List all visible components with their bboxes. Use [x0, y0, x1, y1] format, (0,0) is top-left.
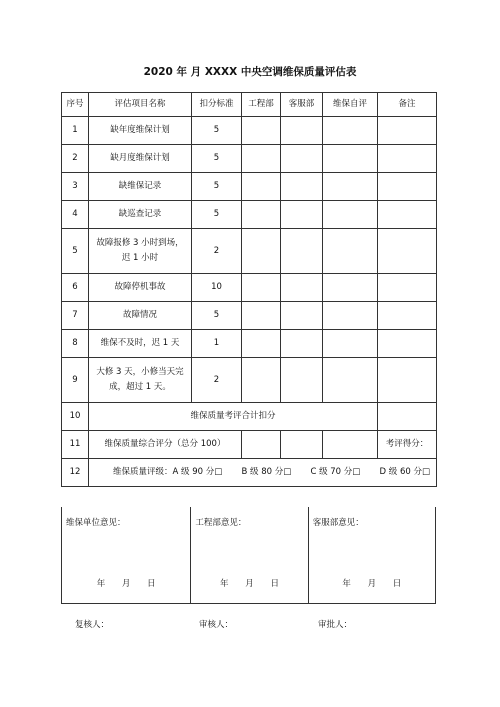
row-item-name: 故障报修 3 小时到场，迟 1 小时	[89, 229, 192, 274]
table-row	[62, 330, 437, 358]
header-item: 评估项目名称	[89, 93, 192, 117]
engineering-cell[interactable]	[242, 117, 281, 145]
header-no: 序号	[62, 93, 89, 117]
grade-a-checkbox[interactable]: A 级 90 分□	[172, 467, 223, 477]
self-eval-cell[interactable]	[323, 302, 378, 330]
maintenance-unit-opinion[interactable]	[62, 507, 191, 603]
engineering-cell[interactable]	[242, 431, 281, 459]
engineering-cell[interactable]	[242, 229, 281, 274]
grade-row	[62, 459, 437, 487]
row-no: 4	[62, 201, 89, 229]
row-item-name: 缺月度维保计划	[89, 145, 192, 173]
customer-service-cell[interactable]	[281, 431, 323, 459]
grade-d-checkbox[interactable]: D 级 60 分□	[379, 467, 430, 477]
remarks-cell[interactable]	[378, 403, 437, 431]
row-deduction: 5	[192, 201, 242, 229]
engineering-cell[interactable]	[242, 274, 281, 302]
row-no: 5	[62, 229, 89, 274]
row-item-name: 缺年度维保计划	[89, 117, 192, 145]
remarks-cell[interactable]	[378, 330, 437, 358]
row-no: 9	[62, 358, 89, 403]
approver-label: 审批人：	[318, 620, 353, 630]
row-no: 10	[62, 403, 89, 431]
row-no: 3	[62, 173, 89, 201]
remarks-cell[interactable]	[378, 302, 437, 330]
overall-score-label: 维保质量综合评分（总分 100）	[89, 431, 242, 459]
date-line: 年 月 日	[220, 579, 279, 589]
reviewer-label: 复核人：	[75, 620, 110, 630]
row-deduction: 5	[192, 302, 242, 330]
customer-service-cell[interactable]	[281, 173, 323, 201]
customer-service-cell[interactable]	[281, 302, 323, 330]
customer-service-cell[interactable]	[281, 358, 323, 403]
row-deduction: 2	[192, 229, 242, 274]
remarks-cell[interactable]	[378, 358, 437, 403]
row-deduction: 5	[192, 173, 242, 201]
grade-b-checkbox[interactable]: B 级 80 分□	[241, 467, 292, 477]
row-no: 11	[62, 431, 89, 459]
table-header-row	[62, 93, 437, 117]
engineering-cell[interactable]	[242, 173, 281, 201]
row-item-name: 缺维保记录	[89, 173, 192, 201]
engineering-cell[interactable]	[242, 358, 281, 403]
table-row	[62, 274, 437, 302]
table-row	[62, 358, 437, 403]
grade-cell	[89, 459, 437, 487]
customer-service-cell[interactable]	[281, 201, 323, 229]
remarks-cell[interactable]	[378, 145, 437, 173]
row-no: 7	[62, 302, 89, 330]
opinion-section	[61, 507, 436, 604]
header-remarks: 备注	[378, 93, 437, 117]
self-eval-cell[interactable]	[323, 274, 378, 302]
self-eval-cell[interactable]	[323, 117, 378, 145]
customer-service-cell[interactable]	[281, 229, 323, 274]
table-row	[62, 145, 437, 173]
table-row	[62, 302, 437, 330]
table-row	[62, 201, 437, 229]
header-customer-service: 客服部	[281, 93, 323, 117]
self-eval-cell[interactable]	[323, 201, 378, 229]
engineering-cell[interactable]	[242, 201, 281, 229]
self-eval-cell[interactable]	[323, 358, 378, 403]
opinion-label: 客服部意见：	[312, 518, 364, 528]
customer-service-cell[interactable]	[281, 145, 323, 173]
self-eval-cell[interactable]	[323, 145, 378, 173]
auditor-label: 审核人：	[199, 620, 234, 630]
row-deduction: 5	[192, 145, 242, 173]
self-eval-cell[interactable]	[323, 431, 378, 459]
opinion-label: 工程部意见：	[195, 518, 247, 528]
grade-label: 维保质量评级：A 级 90 分□	[113, 467, 223, 477]
engineering-opinion[interactable]	[191, 507, 308, 603]
row-deduction: 2	[192, 358, 242, 403]
row-item-name: 故障情况	[89, 302, 192, 330]
form-title: 2020 年 月 XXXX 中央空调维保质量评估表	[143, 66, 357, 78]
self-eval-cell[interactable]	[323, 330, 378, 358]
row-no: 1	[62, 117, 89, 145]
self-eval-cell[interactable]	[323, 229, 378, 274]
remarks-cell[interactable]	[378, 117, 437, 145]
row-no: 8	[62, 330, 89, 358]
table-row	[62, 117, 437, 145]
row-item-name: 维保不及时，迟 1 天	[89, 330, 192, 358]
customer-service-cell[interactable]	[281, 330, 323, 358]
overall-score-row	[62, 431, 437, 459]
remarks-cell[interactable]	[378, 201, 437, 229]
row-deduction: 5	[192, 117, 242, 145]
date-line: 年 月 日	[342, 579, 402, 589]
total-deduction-row	[62, 403, 437, 431]
row-deduction: 1	[192, 330, 242, 358]
score-result-label: 考评得分：	[378, 431, 437, 459]
table-row	[62, 173, 437, 201]
row-no: 6	[62, 274, 89, 302]
opinion-label: 维保单位意见：	[66, 518, 126, 528]
self-eval-cell[interactable]	[323, 173, 378, 201]
grade-c-checkbox[interactable]: C 级 70 分□	[310, 467, 361, 477]
customer-service-cell[interactable]	[281, 274, 323, 302]
remarks-cell[interactable]	[378, 229, 437, 274]
customer-service-cell[interactable]	[281, 117, 323, 145]
row-no: 2	[62, 145, 89, 173]
engineering-cell[interactable]	[242, 330, 281, 358]
engineering-cell[interactable]	[242, 145, 281, 173]
header-self-eval: 维保自评	[323, 93, 378, 117]
table-row	[62, 229, 437, 274]
row-item-name: 缺巡查记录	[89, 201, 192, 229]
row-deduction: 10	[192, 274, 242, 302]
engineering-cell[interactable]	[242, 302, 281, 330]
remarks-cell[interactable]	[378, 173, 437, 201]
row-item-name: 故障停机事故	[89, 274, 192, 302]
total-deduction-label: 维保质量考评合计扣分	[89, 403, 378, 431]
customer-service-opinion[interactable]	[309, 507, 435, 603]
evaluation-table	[61, 92, 437, 487]
date-line: 年 月 日	[96, 579, 156, 589]
row-no: 12	[62, 459, 89, 487]
header-deduction: 扣分标准	[192, 93, 242, 117]
remarks-cell[interactable]	[378, 274, 437, 302]
header-engineering: 工程部	[242, 93, 281, 117]
row-item-name: 大修 3 天，小修当天完成，超过 1 天。	[89, 358, 192, 403]
